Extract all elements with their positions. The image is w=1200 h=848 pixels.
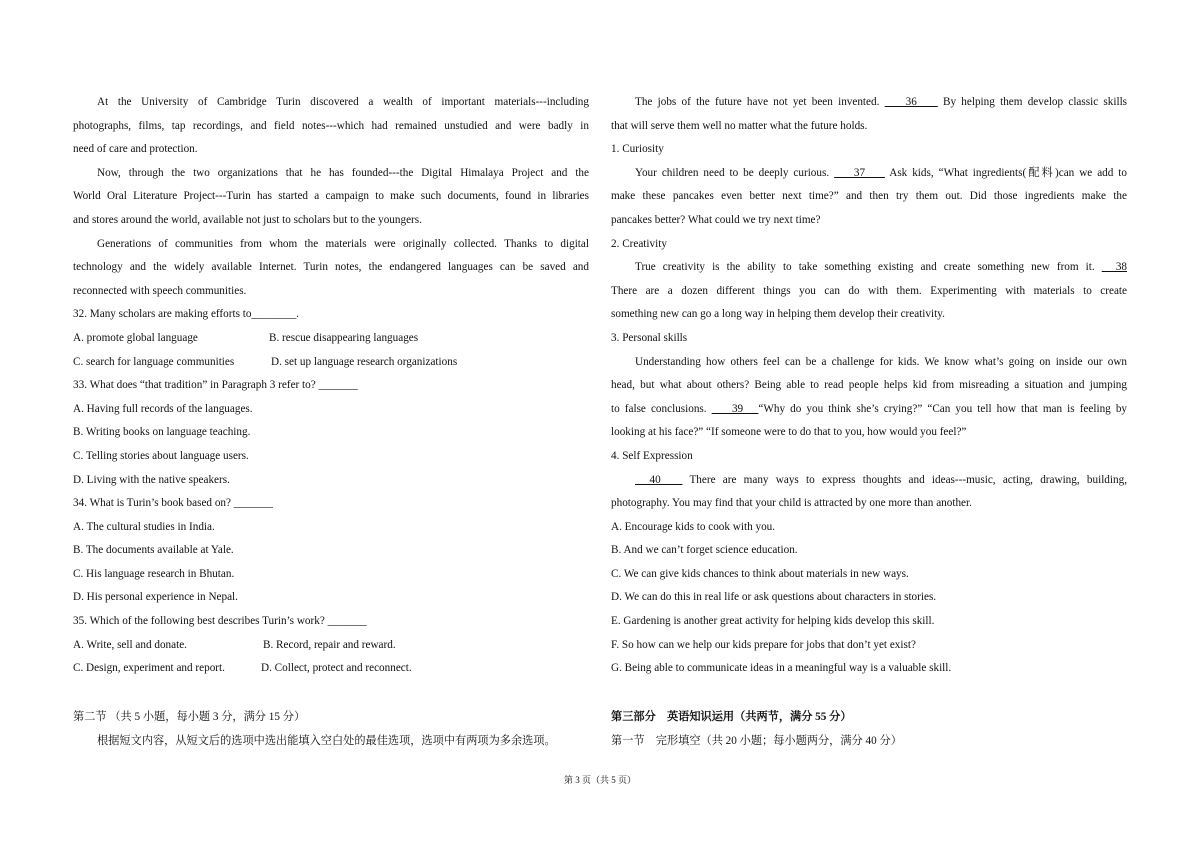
question-32-options-row-2 [73, 351, 589, 375]
passage-line: photography. You may find that your child is attracted by one more than another. [611, 497, 972, 510]
option-a: A. Encourage kids to cook with you. [611, 520, 776, 533]
option-d: D. Living with the native speakers. [73, 473, 230, 486]
part-three-header [611, 706, 1127, 753]
heading-creativity: 2. Creativity [611, 237, 667, 250]
blank-36: 36 [884, 96, 938, 108]
option-d: D. We can do this in real life or ask questions about characters in stories. [611, 591, 937, 604]
option-b: B. rescue disappearing languages [269, 331, 419, 344]
passage-line: technology and the widely available Internet. Turin notes, the endangered languages can be saved and [73, 261, 589, 274]
blank-39: 39 [711, 402, 759, 415]
option-d: D. set up language research organizations [271, 355, 458, 368]
passage-line: head, but what about others? Being able to read people helps kid from misreading a situation and jumping [611, 379, 1127, 392]
option-a: A. promote global language [73, 331, 198, 344]
option-c: C. Telling stories about language users. [73, 449, 249, 462]
passage-line: reconnected with speech communities. [73, 284, 247, 297]
question-34: 34. What is Turin’s book based on? _______ [73, 497, 273, 510]
text-span: The jobs of the future have not yet been invented. [635, 96, 880, 108]
text-span: Your children need to be deeply curious. [635, 166, 830, 179]
text-span: to false conclusions. [611, 402, 707, 415]
option-e: E. Gardening is another great activity for helping kids develop this skill. [611, 615, 935, 628]
text-span: Ask kids, “What ingredients(配料)can we add to [889, 166, 1128, 179]
question-35: 35. Which of the following best describes Turin’s work? _______ [73, 615, 367, 628]
option-b: B. The documents available at Yale. [73, 544, 234, 557]
part-title: 第三部分 英语知识运用（共两节，满分 55 分） [611, 711, 852, 723]
question-32-options-row-1 [73, 327, 589, 351]
passage-line [611, 469, 1127, 493]
passage-line: make these pancakes even better next time?” and then try them out. Did those ingredients make the [611, 190, 1127, 203]
section-two-header [73, 706, 603, 753]
passage-line [611, 256, 1127, 280]
option-g: G. Being able to communicate ideas in a meaningful way is a valuable skill. [611, 662, 952, 675]
option-a: A. The cultural studies in India. [73, 520, 215, 533]
passage-line [611, 91, 1127, 115]
option-a: A. Write, sell and donate. [73, 638, 187, 651]
right-column [611, 91, 1127, 681]
question-33: 33. What does “that tradition” in Paragraph 3 refer to? _______ [73, 379, 358, 392]
passage-line [611, 398, 1127, 422]
blank-38: 38 [1101, 261, 1128, 274]
passage-line: World Oral Literature Project---Turin has started a campaign to make such documents, found in libraries [73, 190, 589, 203]
section-title: 第二节 （共 5 小题，每小题 3 分，满分 15 分） [73, 711, 306, 723]
passage-line [611, 162, 1127, 186]
passage-line: need of care and protection. [73, 143, 198, 156]
passage-line: looking at his face?” “If someone were to do that to you, how would you feel?” [611, 426, 967, 439]
heading-self-expression: 4. Self Expression [611, 449, 693, 462]
option-b: B. Record, repair and reward. [263, 638, 396, 651]
text-span: True creativity is the ability to take something existing and create something new from it. [635, 261, 1095, 274]
part-subtitle: 第一节 完形填空（共 20 小题；每小题两分，满分 40 分） [611, 734, 902, 747]
text-span: “Why do you think she’s crying?” “Can you tell how that man is feeling by [758, 402, 1128, 415]
option-d: D. Collect, protect and reconnect. [261, 662, 412, 675]
heading-personal-skills: 3. Personal skills [611, 331, 688, 344]
blank-40: 40 [635, 473, 683, 486]
option-b: B. And we can’t forget science education. [611, 544, 798, 557]
option-d: D. His personal experience in Nepal. [73, 591, 238, 604]
text-span: By helping them develop classic skills [943, 96, 1128, 108]
text-span: There are many ways to express thoughts and ideas---music, acting, drawing, building, [689, 473, 1127, 486]
passage-line: that will serve them well no matter what the future holds. [611, 119, 868, 132]
question-35-options-row-2 [73, 657, 589, 681]
option-f: F. So how can we help our kids prepare for jobs that don’t yet exist? [611, 638, 916, 651]
passage-line: At the University of Cambridge Turin discovered a wealth of important materials---including [97, 96, 589, 108]
option-c: C. Design, experiment and report. [73, 662, 225, 675]
page-footer: 第 3 页（共 5 页） [563, 775, 636, 785]
option-c: C. search for language communities [73, 355, 235, 368]
section-instructions: 根据短文内容，从短文后的选项中选出能填入空白处的最佳选项，选项中有两项为多余选项。 [97, 734, 556, 747]
passage-line: Now, through the two organizations that he has founded---the Digital Himalaya Project and the [97, 166, 589, 179]
option-b: B. Writing books on language teaching. [73, 426, 251, 439]
question-35-options-row-1 [73, 634, 589, 658]
passage-line: Understanding how others feel can be a challenge for kids. We know what’s going on inside our own [635, 355, 1127, 368]
passage-line: Generations of communities from whom the materials were originally collected. Thanks to digital [97, 237, 589, 250]
question-32: 32. Many scholars are making efforts to________. [73, 308, 299, 321]
passage-line: and stores around the world, available not just to scholars but to the youngers. [73, 213, 422, 226]
option-c: C. His language research in Bhutan. [73, 567, 235, 580]
option-a: A. Having full records of the languages. [73, 402, 253, 415]
heading-curiosity: 1. Curiosity [611, 143, 664, 156]
left-column [73, 91, 589, 681]
blank-37: 37 [834, 166, 885, 179]
option-c: C. We can give kids chances to think about materials in new ways. [611, 567, 909, 580]
passage-line: pancakes better? What could we try next time? [611, 213, 821, 226]
passage-line: photographs, films, tap recordings, and field notes---which had remained unstudied and were badly in [73, 119, 589, 132]
passage-line: something new can go a long way in helping them develop their creativity. [611, 308, 945, 321]
passage-line: There are a dozen different things you can do with them. Experimenting with materials to create [611, 284, 1127, 297]
